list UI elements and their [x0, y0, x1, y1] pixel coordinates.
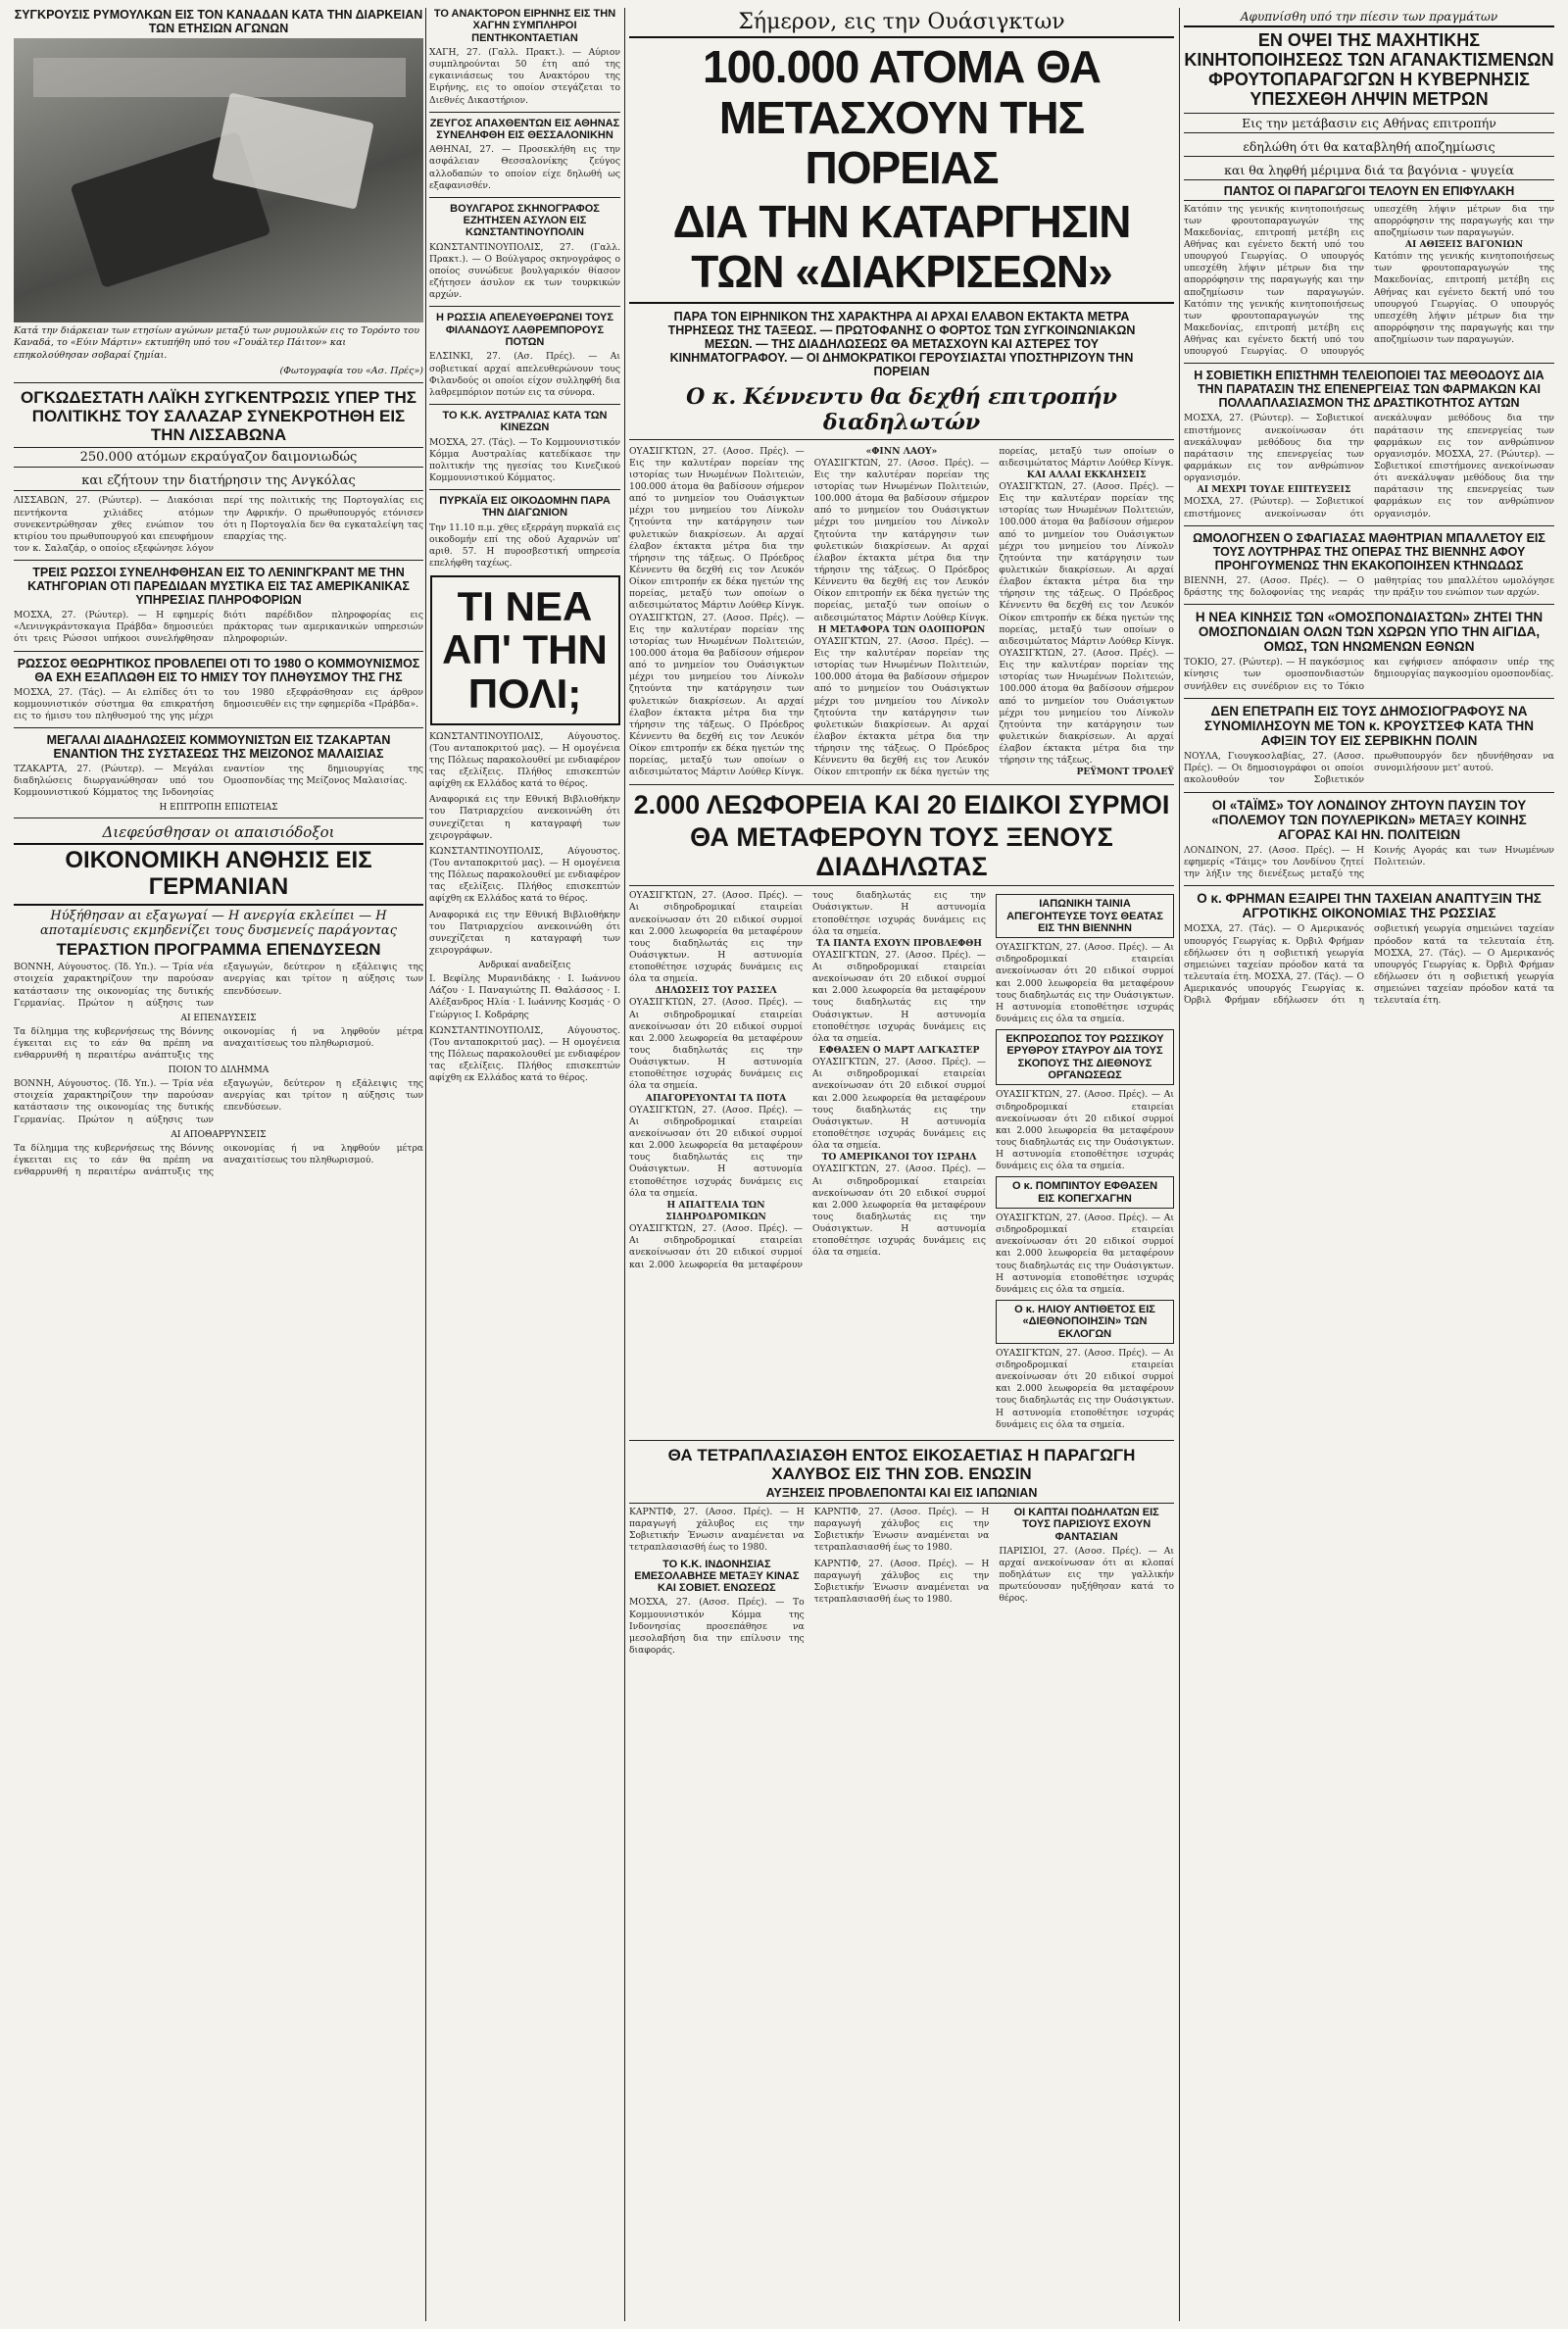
column-rule [425, 8, 426, 2321]
column-main [629, 8, 1174, 2321]
deck: και θα ληφθή μέριμνα διά τα βαγόνια - ψυγεία [1184, 161, 1554, 180]
article-body: ΛΙΣΣΑΒΩΝ, 27. (Ρώυτερ). — Διακόσιαι πεντήκοντα χιλιάδες ατόμων συνεκεντρώθησαν χθες ενώπιον του κτιρίου του πρωθυπουργού και επευφήμουν τον κ. Σαλαζάρ, ο οποίος εξεφώνησε λόγον περί της πολιτικής της Πορτογαλίας εις την Αφρικήν. Ο πρωθυπουργός ετόνισεν ότι η Πορτογαλία δεν θα εγκαταλείψη τας επαρχίας της. [14, 495, 423, 555]
headline: ΡΩΣΣΟΣ ΘΕΩΡΗΤΙΚΟΣ ΠΡΟΒΛΕΠΕΙ ΟΤΙ ΤΟ 1980 Ο ΚΟΜΜΟΥΝΙΣΜΟΣ ΘΑ ΕΧΗ ΕΞΑΠΛΩΘΗ ΕΙΣ ΤΟ ΗΜΙΣΥ ΤΟΥ ΠΛΗΘΥΣΜΟΥ ΤΗΣ ΓΗΣ [17, 656, 420, 684]
boxed-headline: ΙΑΠΩΝΙΚΗ ΤΑΙΝΙΑ ΑΠΕΓΟΗΤΕΥΣΕ ΤΟΥΣ ΘΕΑΤΑΣ ΕΙΣ ΤΗΝ ΒΙΕΝΝΗΝ [996, 894, 1174, 938]
article-body: Αναφορικά εις την Εθνική Βιβλιοθήκην του Πατριαρχείου ανεκοινώθη ότι συνεχίζεται η καταγραφή των χειρογράφων. [429, 794, 620, 841]
article-body: ΠΑΡΙΣΙΟΙ, 27. (Ασοσ. Πρές). — Αι αρχαί ανεκοίνωσαν ότι αι κλοπαί ποδηλάτων εις την γαλλικήν πρωτεύουσαν ηυξήθησαν κατά το θέρος. [999, 1545, 1174, 1605]
headline: ΟΙ ΚΑΠΤΑΙ ΠΟΔΗΛΑΤΩΝ ΕΙΣ ΤΟΥΣ ΠΑΡΙΣΙΟΥΣ ΕΧΟΥΝ ΦΑΝΤΑΣΙΑΝ [1013, 1506, 1159, 1543]
deck: Εις την μετάβασιν εις Αθήνας επιτροπήν [1184, 113, 1554, 133]
article-body: Αναφορικά εις την Εθνική Βιβλιοθήκην του Πατριαρχείου ανεκοινώθη ότι συνεχίζεται η καταγραφή των χειρογράφων. [429, 909, 620, 957]
headline: 2.000 ΛΕΩΦΟΡΕΙΑ ΚΑΙ 20 ΕΙΔΙΚΟΙ ΣΥΡΜΟΙ [633, 789, 1170, 819]
headline: ΤΡΕΙΣ ΡΩΣΣΟΙ ΣΥΝΕΛΗΦΘΗΣΑΝ ΕΙΣ ΤΟ ΛΕΝΙΝΓΚΡΑΝΤ ΜΕ ΤΗΝ ΚΑΤΗΓΟΡΙΑΝ ΟΤΙ ΠΑΡΕΔΙΔΑΝ ΜΥΣΤΙΚΑ ΕΙΣ ΤΑΣ ΑΜΕΡΙΚΑΝΙΚΑΣ ΥΠΗΡΕΣΙΑΣ ΠΛΗΡΟΦΟΡΙΩΝ [27, 566, 410, 608]
headline: ΟΓΚΩΔΕΣΤΑΤΗ ΛΑΪΚΗ ΣΥΓΚΕΝΤΡΩΣΙΣ ΥΠΕΡ ΤΗΣ ΠΟΛΙΤΙΚΗΣ ΤΟΥ ΣΑΛΑΖΑΡ ΣΥΝΕΚΡΟΤΗΘΗ ΕΙΣ ΤΗΝ ΛΙΣΣΑΒΩΝΑ [21, 388, 416, 445]
headline: ΤΟ Κ.Κ. ΑΥΣΤΡΑΛΙΑΣ ΚΑΤΑ ΤΩΝ ΚΙΝΕΖΩΝ [442, 409, 608, 434]
deck: Ηύξήθησαν αι εξαγωγαί — Η ανεργία εκλείπει — Η αποταμίευσις εκμηδενίζει τους δυσμενείς παράγοντας [40, 909, 397, 939]
article-body: ΚΑΡΝΤΙΦ, 27. (Ασοσ. Πρές). — Η παραγωγή χάλυβος εις την Σοβιετικήν Ένωσιν αναμένεται να τετραπλασιασθή έως το 1980. [813, 1558, 990, 1605]
boxed-headline: Ο κ. ΗΛΙΟΥ ΑΝΤΙΘΕΤΟΣ ΕΙΣ «ΔΙΕΘΝΟΠΟΙΗΣΙΝ» ΤΩΝ ΕΚΛΟΓΩΝ [996, 1300, 1174, 1344]
column-left [14, 8, 423, 2321]
article-body: ΜΟΣΧΑ, 27. (Τάς). — Το Κομμουνιστικόν Κόμμα Αυστραλίας κατεδίκασε την πολιτικήν της ηγεσίας του Κινεζικού Κομμουνιστικού Κόμματος. [429, 436, 620, 484]
headline: ΠΥΡΚΑΪΑ ΕΙΣ ΟΙΚΟΔΟΜΗΝ ΠΑΡΑ ΤΗΝ ΔΙΑΓΩΝΙΟΝ [439, 495, 611, 520]
newspaper-page [14, 8, 1554, 2321]
section-label: ΠΟΙΟΝ ΤΟ ΔΙΛΗΜΜΑ [168, 1065, 270, 1076]
headline: ΕΝ ΟΨΕΙ ΤΗΣ ΜΑΧΗΤΙΚΗΣ ΚΙΝΗΤΟΠΟΙΗΣΕΩΣ ΤΩΝ ΑΓΑΝΑΚΤΙΣΜΕΝΩΝ ΦΡΟΥΤΟΠΑΡΑΓΩΓΩΝ Η ΚΥΒΕΡΝΗΣΙΣ ΥΠΕΣΧΕΘΗ ΛΗΨΙΝ ΜΕΤΡΩΝ [1184, 25, 1554, 110]
article-body: ΟΥΑΣΙΓΚΤΩΝ, 27. (Ασοσ. Πρές). — Αι σιδηροδρομικαί εταιρείαι ανεκοίνωσαν ότι 20 ειδικοί συρμοί και 2.000 λεωφορεία θα μεταφέρουν τους διαδηλωτάς εις την Ουάσιγκτων. Η αστυνομία ετοποθέτησε ισχυράς δυνάμεις εις όλα τα σημεία. [996, 1089, 1174, 1172]
feature-title: ΤΙ ΝΕΑ ΑΠ' ΤΗΝ ΠΟΛΙ; [442, 583, 608, 717]
news-photo [14, 38, 423, 322]
article-body: Κατόπιν της γενικής κινητοποιήσεως των φρουτοπαραγωγών της Μακεδονίας, επιτροπή μετέβη εις Αθήνας και εγένετο δεκτή υπό του υπουργού Γεωργίας. Ο υπουργός υπεσχέθη λήψιν μέτρων δια την απορρόφησιν της παραγωγής και την αποζημίωσιν των παραγωγών. Κατόπιν της γενικής κινητοποιήσεως των φρουτοπαραγωγών της Μακεδονίας, επιτροπή μετέβη εις Αθήνας και εγένετο δεκτή υπό του υπουργού Γεωργίας. Ο υπουργός υπεσχέθη λήψιν μέτρων δια την απορρόφησιν της παραγωγής και την αποζημίωσιν των παραγωγών. ΑΙ ΑΘΙΞΕΙΣ ΒΑΓΟΝΙΩΝ Κατόπιν της γενικής κινητοποιήσεως των φρουτοπαραγωγών της Μακεδονίας, επιτροπή μετέβη εις Αθήνας και εγένετο δεκτή υπό του υπουργού Γεωργίας. Ο υπουργός υπεσχέθη λήψιν μέτρων δια την απορρόφησιν της παραγωγής και την αποζημίωσιν των παραγωγών. [1184, 203, 1554, 358]
article-body: ΒΙΕΝΝΗ, 27. (Ασοσ. Πρές). — Ο δράστης της δολοφονίας της νεαράς μαθητρίας του μπαλλέτου ωμολόγησε την πράξιν του ενώπιον των αρχών. [1184, 574, 1554, 598]
main-headline: ΔΙΑ ΤΗΝ ΚΑΤΑΡΓΗΣΙΝ ΤΩΝ «ΔΙΑΚΡΙΣΕΩΝ» [629, 197, 1174, 304]
deck: 250.000 ατόμων εκραύγαζον δαιμονιωδώς [14, 447, 423, 468]
article-body: ΤΟΚΙΟ, 27. (Ρώυτερ). — Η παγκόσμιος κίνησις των ομοσπονδιαστών συνήλθεν εις συνέδριον εις το Τόκιο και εψήφισεν απόφασιν υπέρ της δημιουργίας παγκοσμίου ομοσπονδίας. [1184, 657, 1554, 692]
article-body: Τα δίλημμα της κυβερνήσεως της Βόννης έγκειται εις το εάν θα πρέπη να ενθαρρυνθή η περαιτέρω ανάπτυξις της οικονομίας ή να ληφθούν μέτρα αναχαιτίσεως του πληθωρισμού. [14, 1025, 423, 1062]
headline: ΟΙ «ΤΑΪΜΣ» ΤΟΥ ΛΟΝΔΙΝΟΥ ΖΗΤΟΥΝ ΠΑΥΣΙΝ ΤΟΥ «ΠΟΛΕΜΟΥ ΤΩΝ ΠΟΥΛΕΡΙΚΩΝ» ΜΕΤΑΞΥ ΚΟΙΝΗΣ ΑΓΟΡΑΣ ΚΑΙ ΗΝ. ΠΟΛΙΤΕΙΩΝ [1211, 797, 1527, 842]
article-body: ΟΥΑΣΙΓΚΤΩΝ, 27. (Ασοσ. Πρές). — Αι σιδηροδρομικαί εταιρείαι ανεκοίνωσαν ότι 20 ειδικοί συρμοί και 2.000 λεωφορεία θα μεταφέρουν τους διαδηλωτάς εις την Ουάσιγκτων. Η αστυνομία ετοποθέτησε ισχυράς δυνάμεις εις όλα τα σημεία. [996, 1213, 1174, 1295]
photo-caption: Κατά την διάρκειαν των ετησίων αγώνων μεταξύ των ρυμουλκών εις το Τορόντο του Καναδά, το «Εύιν Μάρτιν» εκτυπήθη υπό του «Γουάλτερ Πάιτον» και επηκολούθησαν σοβαραί ζημίαι. [14, 325, 420, 361]
article-body: ΑΘΗΝΑΙ, 27. — Προσεκλήθη εις την ασφάλειαν Θεσσαλονίκης ζεύγος αλλοδαπών το οποίον είχε δηλωθή ως εξαφανισθέν. [429, 144, 620, 191]
section-label: Ανδρικαί αναδείξεις [478, 961, 571, 971]
article-body: ΝΟΥΛΑ, Γιουγκοσλαβίας, 27. (Ασοσ. Πρές). — Οι δημοσιογράφοι οι οποίοι ακολουθούν τον Σοβιετικόν πρωθυπουργόν δεν ηδυνήθησαν να συνομιλήσουν μετ' αυτού. [1184, 751, 1554, 786]
headline: ΤΟ ΑΝΑΚΤΟΡΟΝ ΕΙΡΗΝΗΣ ΕΙΣ ΤΗΝ ΧΑΓΗΝ ΣΥΜΠΛΗΡΟΙ ΠΕΝΤΗΚΟΝΤΑΕΤΙΑΝ [433, 8, 616, 44]
article-body: Την 11.10 π.μ. χθες εξερράγη πυρκαϊά εις οικοδομήν επί της οδού Αχαρνών υπ' αριθ. 57. Η πυροσβεστική υπηρεσία επελήφθη ταχέως. [429, 521, 620, 570]
photo-credit: (Φωτογραφία του «Ασ. Πρές») [279, 366, 423, 377]
article-body: ΛΟΝΔΙΝΟΝ, 27. (Ασοσ. Πρές). — Η εφημερίς «Τάιμς» του Λονδίνου ζητεί την λήξιν της διενέξεως μεταξύ της Κοινής Αγοράς και των Ηνωμένων Πολιτειών. [1184, 844, 1554, 880]
article-body: ΜΟΣΧΑ, 27. (Ασοσ. Πρές). — Το Κομμουνιστικόν Κόμμα της Ινδονησίας προσεπάθησε να μεσολαβήση δια την επίλυσιν της διαφοράς. [629, 1597, 805, 1657]
article-body: ΒΟΝΝΗ, Αύγουστος. (Ίδ. Υπ.). — Τρία νέα στοιχεία χαρακτηρίζουν την παρούσαν κατάστασιν της οικονομίας της δυτικής Γερμανίας. Πρώτον η αύξησις των εξαγωγών, δεύτερον η εξάλειψις της ανεργίας και τρίτον η αύξησις των επενδύσεων. [14, 1078, 423, 1125]
boxed-headline: Ο κ. ΠΟΜΠΙΝΤΟΥ ΕΦΘΑΣΕΝ ΕΙΣ ΚΟΠΕΓΧΑΓΗΝ [996, 1176, 1174, 1209]
headline: ΘΑ ΜΕΤΑΦΕΡΟΥΝ ΤΟΥΣ ΞΕΝΟΥΣ ΔΙΑΔΗΛΩΤΑΣ [629, 822, 1174, 886]
headline: ΣΥΓΚΡΟΥΣΙΣ ΡΥΜΟΥΛΚΩΝ ΕΙΣ ΤΟΝ ΚΑΝΑΔΑΝ ΚΑΤΑ ΤΗΝ ΔΙΑΡΚΕΙΑΝ ΤΩΝ ΕΤΗΣΙΩΝ ΑΓΩΝΩΝ [14, 8, 423, 35]
article-body: ΚΩΝΣΤΑΝΤΙΝΟΥΠΟΛΙΣ, Αύγουστος. (Του ανταποκριτού μας). — Η ομογένεια της Πόλεως παρακολουθεί με ενδιαφέρον τας εξελίξεις. Πλήθος επισκεπτών αφίχθη εκ Ελλάδος κατά το θέρος. [429, 730, 620, 790]
article-body: ΚΑΡΝΤΙΦ, 27. (Ασοσ. Πρές). — Η παραγωγή χάλυβος εις την Σοβιετικήν Ένωσιν αναμένεται να τετραπλασιασθή έως το 1980. [813, 1506, 990, 1554]
headline: ΠΑΝΤΟΣ ΟΙ ΠΑΡΑΓΩΓΟΙ ΤΕΛΟΥΝ ΕΝ ΕΠΙΦΥΛΑΚΗ [1184, 184, 1554, 201]
article-body: ΤΖΑΚΑΡΤΑ, 27. (Ρώυτερ). — Μεγάλαι διαδηλώσεις διωργανώθησαν υπό του Κομμουνιστικού Κόμματος της Ινδονησίας εναντίον της δημιουργίας της Ομοσπονδίας της Μείζονος Μαλαισίας. [14, 764, 423, 799]
article-body: ΟΥΑΣΙΓΚΤΩΝ, 27. (Ασοσ. Πρές). — Εις την καλυτέραν πορείαν της ιστορίας των Ηνωμένων Πολιτειών, 100.000 άτομα θα βαδίσουν σήμερον από το μνημείον του Ουάσιγκτων μέχρι του μνημείου του Λίνκολν ζητούντα την κατάργησιν των φυλετικών διακρίσεων. Αι αρχαί έλαβον έκτακτα μέτρα δια την τήρησιν της τάξεως. Ο Πρόεδρος Κέννεντυ θα δεχθή εις τον Λευκόν Οίκον επιτροπήν εκ δέκα ηγετών της πορείας, μεταξύ των οποίων ο αιδεσιμώτατος Μάρτιν Λούθερ Κίνγκ. ΟΥΑΣΙΓΚΤΩΝ, 27. (Ασοσ. Πρές). — Εις την καλυτέραν πορείαν της ιστορίας των Ηνωμένων Πολιτειών, 100.000 άτομα θα βαδίσουν σήμερον από το μνημείον του Ουάσιγκτων μέχρι του μνημείου του Λίνκολν ζητούντα την κατάργησιν των φυλετικών διακρίσεων. Αι αρχαί έλαβον έκτακτα μέτρα δια την τήρησιν της τάξεως. Ο Πρόεδρος Κέννεντυ θα δεχθή εις τον Λευκόν Οίκον επιτροπήν εκ δέκα ηγετών της πορείας, μεταξύ των οποίων ο αιδεσιμώτατος Μάρτιν Λούθερ Κίνγκ. «ΦΙΝΝ ΛΑΟΥ» ΟΥΑΣΙΓΚΤΩΝ, 27. (Ασοσ. Πρές). — Εις την καλυτέραν πορείαν της ιστορίας των Ηνωμένων Πολιτειών, 100.000 άτομα θα βαδίσουν σήμερον από το μνημείον του Ουάσιγκτων μέχρι του μνημείου του Λίνκολν ζητούντα την κατάργησιν των φυλετικών διακρίσεων. Αι αρχαί έλαβον έκτακτα μέτρα δια την τήρησιν της τάξεως. Ο Πρόεδρος Κέννεντυ θα δεχθή εις τον Λευκόν Οίκον επιτροπήν εκ δέκα ηγετών της πορείας, μεταξύ των οποίων ο αιδεσιμώτατος Μάρτιν Λούθερ Κίνγκ. Η ΜΕΤΑΦΟΡΑ ΤΩΝ ΟΔΟΙΠΟΡΩΝ ΟΥΑΣΙΓΚΤΩΝ, 27. (Ασοσ. Πρές). — Εις την καλυτέραν πορείαν της ιστορίας των Ηνωμένων Πολιτειών, 100.000 άτομα θα βαδίσουν σήμερον από το μνημείον του Ουάσιγκτων μέχρι του μνημείου του Λίνκολν ζητούντα την κατάργησιν των φυλετικών διακρίσεων. Αι αρχαί έλαβον έκτακτα μέτρα δια την τήρησιν της τάξεως. Ο Πρόεδρος Κέννεντυ θα δεχθή εις τον Λευκόν Οίκον επιτροπήν εκ δέκα ηγετών της πορείας, μεταξύ των οποίων ο αιδεσιμώτατος Μάρτιν Λούθερ Κίνγκ. ΚΑΙ ΑΛΛΑΙ ΕΚΚΛΗΣΕΙΣ ΟΥΑΣΙΓΚΤΩΝ, 27. (Ασοσ. Πρές). — Εις την καλυτέραν πορείαν της ιστορίας των Ηνωμένων Πολιτειών, 100.000 άτομα θα βαδίσουν σήμερον από το μνημείον του Ουάσιγκτων μέχρι του μνημείου του Λίνκολν ζητούντα την κατάργησιν των φυλετικών διακρίσεων. Αι αρχαί έλαβον έκτακτα μέτρα δια την τήρησιν της τάξεως. Ο Πρόεδρος Κέννεντυ θα δεχθή εις τον Λευκόν Οίκον επιτροπήν εκ δέκα ηγετών της πορείας, μεταξύ των οποίων ο αιδεσιμώτατος Μάρτιν Λούθερ Κίνγκ. ΟΥΑΣΙΓΚΤΩΝ, 27. (Ασοσ. Πρές). — Εις την καλυτέραν πορείαν της ιστορίας των Ηνωμένων Πολιτειών, 100.000 άτομα θα βαδίσουν σήμερον από το μνημείον του Ουάσιγκτων μέχρι του μνημείου του Λίνκολν ζητούντα την κατάργησιν των φυλετικών διακρίσεων. Αι αρχαί έλαβον έκτακτα μέτρα δια την τήρησιν της τάξεως. ΡΕΫΜΟΝΤ ΤΡΟΛΕΫ [629, 445, 1174, 778]
article-body: ΟΥΑΣΙΓΚΤΩΝ, 27. (Ασοσ. Πρές). — Αι σιδηροδρομικαί εταιρείαι ανεκοίνωσαν ότι 20 ειδικοί συρμοί και 2.000 λεωφορεία θα μεταφέρουν τους διαδηλωτάς εις την Ουάσιγκτων. Η αστυνομία ετοποθέτησε ισχυράς δυνάμεις εις όλα τα σημεία. ΔΗΛΩΣΕΙΣ ΤΟΥ ΡΑΣΣΕΛ ΟΥΑΣΙΓΚΤΩΝ, 27. (Ασοσ. Πρές). — Αι σιδηροδρομικαί εταιρείαι ανεκοίνωσαν ότι 20 ειδικοί συρμοί και 2.000 λεωφορεία θα μεταφέρουν τους διαδηλωτάς εις την Ουάσιγκτων. Η αστυνομία ετοποθέτησε ισχυράς δυνάμεις εις όλα τα σημεία. ΑΠΑΓΟΡΕΥΟΝΤΑΙ ΤΑ ΠΟΤΑ ΟΥΑΣΙΓΚΤΩΝ, 27. (Ασοσ. Πρές). — Αι σιδηροδρομικαί εταιρείαι ανεκοίνωσαν ότι 20 ειδικοί συρμοί και 2.000 λεωφορεία θα μεταφέρουν τους διαδηλωτάς εις την Ουάσιγκτων. Η αστυνομία ετοποθέτησε ισχυράς δυνάμεις εις όλα τα σημεία. Η ΑΠΑΓΓΕΛΙΑ ΤΩΝ ΣΙΔΗΡΟΔΡΟΜΙΚΩΝ ΟΥΑΣΙΓΚΤΩΝ, 27. (Ασοσ. Πρές). — Αι σιδηροδρομικαί εταιρείαι ανεκοίνωσαν ότι 20 ειδικοί συρμοί και 2.000 λεωφορεία θα μεταφέρουν τους διαδηλωτάς εις την Ουάσιγκτων. Η αστυνομία ετοποθέτησε ισχυράς δυνάμεις εις όλα τα σημεία. ΤΑ ΠΑΝΤΑ ΕΧΟΥΝ ΠΡΟΒΛΕΦΘΗ ΟΥΑΣΙΓΚΤΩΝ, 27. (Ασοσ. Πρές). — Αι σιδηροδρομικαί εταιρείαι ανεκοίνωσαν ότι 20 ειδικοί συρμοί και 2.000 λεωφορεία θα μεταφέρουν τους διαδηλωτάς εις την Ουάσιγκτων. Η αστυνομία ετοποθέτησε ισχυράς δυνάμεις εις όλα τα σημεία. ΕΦΘΑΣΕΝ Ο ΜΑΡΤ ΛΑΓΚΑΣΤΕΡ ΟΥΑΣΙΓΚΤΩΝ, 27. (Ασοσ. Πρές). — Αι σιδηροδρομικαί εταιρείαι ανεκοίνωσαν ότι 20 ειδικοί συρμοί και 2.000 λεωφορεία θα μεταφέρουν τους διαδηλωτάς εις την Ουάσιγκτων. Η αστυνομία ετοποθέτησε ισχυράς δυνάμεις εις όλα τα σημεία. ΤΟ ΑΜΕΡΙΚΑΝΟΙ ΤΟΥ ΙΣΡΑΗΛ ΟΥΑΣΙΓΚΤΩΝ, 27. (Ασοσ. Πρές). — Αι σιδηροδρομικαί εταιρείαι ανεκοίνωσαν ότι 20 ειδικοί συρμοί και 2.000 λεωφορεία θα μεταφέρουν τους διαδηλωτάς εις την Ουάσιγκτων. Η αστυνομία ετοποθέτησε ισχυράς δυνάμεις εις όλα τα σημεία. [629, 890, 986, 1270]
feature-box [430, 575, 620, 724]
headline: ΘΑ ΤΕΤΡΑΠΛΑΣΙΑΣΘΗ ΕΝΤΟΣ ΕΙΚΟΣΑΕΤΙΑΣ Η ΠΑΡΑΓΩΓΗ ΧΑΛΥΒΟΣ ΕΙΣ ΤΗΝ ΣΟΒ. ΕΝΩΣΙΝ [667, 1445, 1136, 1483]
article-body: ΜΟΣΧΑ, 27. (Ρώυτερ). — Σοβιετικοί επιστήμονες ανεκοίνωσαν ότι ανεκάλυψαν μεθόδους δια την παράτασιν της επενεργείας των φαρμάκων εις τον ανθρώπινον οργανισμόν. ΑΙ ΜΕΧΡΙ ΤΟΥΔΕ ΕΠΙΤΕΥΞΕΙΣ ΜΟΣΧΑ, 27. (Ρώυτερ). — Σοβιετικοί επιστήμονες ανεκοίνωσαν ότι ανεκάλυψαν μεθόδους δια την παράτασιν της επενεργείας των φαρμάκων εις τον ανθρώπινον οργανισμόν. ΜΟΣΧΑ, 27. (Ρώυτερ). — Σοβιετικοί επιστήμονες ανεκοίνωσαν ότι ανεκάλυψαν μεθόδους δια την παράτασιν της επενεργείας των φαρμάκων εις τον ανθρώπινον οργανισμόν. [1184, 413, 1554, 520]
deck: εδηλώθη ότι θα καταβληθή αποζημίωσις [1184, 137, 1554, 157]
article-body: ΧΑΓΗ, 27. (Γαλλ. Πρακτ.). — Αύριον συμπληρούνται 50 έτη από της εγκαινιάσεως του Ανακτόρου της Ειρήνης, εις το οποίον στεγάζεται το Διεθνές Δικαστήριον. [429, 46, 620, 106]
kicker: Σήμερον, εις την Ουάσιγκτων [738, 10, 1065, 34]
headline: ΖΕΥΓΟΣ ΑΠΑΧΘΕΝΤΩΝ ΕΙΣ ΑΘΗΝΑΣ ΣΥΝΕΛΗΦΘΗ ΕΙΣ ΘΕΣΣΑΛΟΝΙΚΗΝ [429, 117, 620, 141]
headline: Η ΣΟΒΙΕΤΙΚΗ ΕΠΙΣΤΗΜΗ ΤΕΛΕΙΟΠΟΙΕΙ ΤΑΣ ΜΕΘΟΔΟΥΣ ΔΙΑ ΤΗΝ ΠΑΡΑΤΑΣΙΝ ΤΗΣ ΕΠΕΝΕΡΓΕΙΑΣ ΤΩΝ ΦΑΡΜΑΚΩΝ ΚΑΙ ΠΟΛΛΑΠΛΑΣΙΑΣΜΟΝ ΤΗΣ ΔΡΑΣΤΙΚΟΤΗΤΟΣ ΑΥΤΩΝ [1194, 369, 1544, 411]
article-body: ΚΩΝΣΤΑΝΤΙΝΟΥΠΟΛΙΣ, Αύγουστος. (Του ανταποκριτού μας). — Η ομογένεια της Πόλεως παρακολουθεί με ενδιαφέρον τας εξελίξεις. Πλήθος επισκεπτών αφίχθη εκ Ελλάδος κατά το θέρος. [429, 845, 620, 905]
headline: ΜΕΓΑΛΑΙ ΔΙΑΔΗΛΩΣΕΙΣ ΚΟΜΜΟΥΝΙΣΤΩΝ ΕΙΣ ΤΖΑΚΑΡΤΑΝ ΕΝΑΝΤΙΟΝ ΤΗΣ ΣΥΣΤΑΣΕΩΣ ΤΗΣ ΜΕΙΖΟΝΟΣ ΜΑΛΑΙΣΙΑΣ [46, 733, 391, 762]
article-body: Τα δίλημμα της κυβερνήσεως της Βόννης έγκειται εις το εάν θα πρέπη να ενθαρρυνθή η περαιτέρω ανάπτυξις της οικονομίας ή να ληφθούν μέτρα αναχαιτίσεως του πληθωρισμού. [14, 1142, 423, 1178]
kicker: Αφυπνίσθη υπό την πίεσιν των πραγμάτων [1240, 10, 1498, 24]
headline: ΤΕΡΑΣΤΙΟΝ ΠΡΟΓΡΑΜΜΑ ΕΠΕΝΔΥΣΕΩΝ [56, 940, 381, 960]
article-body: ΟΥΑΣΙΓΚΤΩΝ, 27. (Ασοσ. Πρές). — Αι σιδηροδρομικαί εταιρείαι ανεκοίνωσαν ότι 20 ειδικοί συρμοί και 2.000 λεωφορεία θα μεταφέρουν τους διαδηλωτάς εις την Ουάσιγκτων. Η αστυνομία ετοποθέτησε ισχυράς δυνάμεις εις όλα τα σημεία. [996, 1347, 1174, 1430]
article-body: ΚΑΡΝΤΙΦ, 27. (Ασοσ. Πρές). — Η παραγωγή χάλυβος εις την Σοβιετικήν Ένωσιν αναμένεται να τετραπλασιασθή έως το 1980. [629, 1506, 805, 1554]
article-body: ΜΟΣΧΑ, 27. (Τάς). — Ο Αμερικανός υπουργός Γεωργίας κ. Όρβιλ Φρήμαν εδήλωσεν ότι η σοβιετική γεωργία σημειώνει ταχείαν πρόοδον κατά τα τελευταία έτη. ΜΟΣΧΑ, 27. (Τάς). — Ο Αμερικανός υπουργός Γεωργίας κ. Όρβιλ Φρήμαν εδήλωσεν ότι η σοβιετική γεωργία σημειώνει ταχείαν πρόοδον κατά τα τελευταία έτη. ΜΟΣΧΑ, 27. (Τάς). — Ο Αμερικανός υπουργός Γεωργίας κ. Όρβιλ Φρήμαν εδήλωσεν ότι η σοβιετική γεωργία σημειώνει ταχείαν πρόοδον κατά τα τελευταία έτη. [1184, 923, 1554, 1007]
headline: ΒΟΥΛΓΑΡΟΣ ΣΚΗΝΟΓΡΑΦΟΣ ΕΖΗΤΗΣΕΝ ΑΣΥΛΟΝ ΕΙΣ ΚΩΝΣΤΑΝΤΙΝΟΥΠΟΛΙΝ [450, 202, 600, 239]
headline: ΟΙΚΟΝΟΜΙΚΗ ΑΝΘΗΣΙΣ ΕΙΣ ΓΕΡΜΑΝΙΑΝ [14, 843, 423, 906]
subhead: Ο κ. Κέννεντυ θα δεχθή επιτροπήν διαδηλωτών [629, 384, 1174, 440]
headline: ΔΕΝ ΕΠΕΤΡΑΠΗ ΕΙΣ ΤΟΥΣ ΔΗΜΟΣΙΟΓΡΑΦΟΥΣ ΝΑ ΣΥΝΟΜΙΛΗΣΟΥΝ ΜΕ ΤΟΝ κ. ΚΡΟΥΣΤΣΕΦ ΚΑΤΑ ΤΗΝ ΑΦΙΞΙΝ ΤΟΥ ΕΙΣ ΣΕΡΒΙΚΗΝ ΠΟΛΙΝ [1204, 703, 1534, 748]
column-rule [624, 8, 625, 2321]
headline: Η ΝΕΑ ΚΙΝΗΣΙΣ ΤΩΝ «ΟΜΟΣΠΟΝΔΙΑΣΤΩΝ» ΖΗΤΕΙ ΤΗΝ ΟΜΟΣΠΟΝΔΙΑΝ ΟΛΩΝ ΤΩΝ ΧΩΡΩΝ ΥΠΟ ΤΗΝ ΑΙΓΙΔΑ, ΟΜΩΣ, ΤΩΝ ΗΝΩΜΕΝΩΝ ΕΘΝΩΝ [1195, 610, 1544, 655]
article-body: ΜΟΣΧΑ, 27. (Τάς). — Αι ελπίδες ότι το κομμουνιστικόν σύστημα θα επικρατήση εις το ήμισυ του πληθυσμού της γης μέχρι του 1980 εξεφράσθησαν εις άρθρον δημοσιευθέν εις την εφημερίδα «Πράβδα». [14, 686, 423, 721]
headline: ΩΜΟΛΟΓΗΣΕΝ Ο ΣΦΑΓΙΑΣΑΣ ΜΑΘΗΤΡΙΑΝ ΜΠΑΛΛΕΤΟΥ ΕΙΣ ΤΟΥΣ ΛΟΥΤΡΗΡΑΣ ΤΗΣ ΟΠΕΡΑΣ ΤΗΣ ΒΙΕΝΝΗΣ ΑΦΟΥ ΠΡΟΗΓΟΥΜΕΝΩΣ ΤΗΝ ΕΚΑΚΟΠΟΙΗΣΕΝ ΚΤΗΝΩΔΩΣ [1193, 530, 1545, 572]
deck: και εζήτουν την διατήρησιν της Ανγκόλας [14, 471, 423, 491]
kicker: Διεφεύσθησαν οι απαισιόδοξοι [102, 823, 335, 842]
section-label: ΑΙ ΕΠΕΝΔΥΣΕΙΣ [180, 1013, 257, 1023]
article-body: ΚΩΝΣΤΑΝΤΙΝΟΥΠΟΛΙΣ, Αύγουστος. (Του ανταποκριτού μας). — Η ομογένεια της Πόλεως παρακολουθεί με ενδιαφέρον τας εξελίξεις. Πλήθος επισκεπτών αφίχθη εκ Ελλάδος κατά το θέρος. [429, 1024, 620, 1084]
headline: Ο κ. ΦΡΗΜΑΝ ΕΞΑΙΡΕΙ ΤΗΝ ΤΑΧΕΙΑΝ ΑΝΑΠΤΥΞΙΝ ΤΗΣ ΑΓΡΟΤΙΚΗΣ ΟΙΚΟΝΟΜΙΑΣ ΤΗΣ ΡΩΣΣΙΑΣ [1197, 891, 1542, 921]
headline: ΤΟ Κ.Κ. ΙΝΔΟΝΗΣΙΑΣ ΕΜΕΣΟΛΑΒΗΣΕ ΜΕΤΑΞΥ ΚΙΝΑΣ ΚΑΙ ΣΟΒΙΕΤ. ΕΝΩΣΕΩΣ [634, 1558, 800, 1595]
article-body: ΚΩΝΣΤΑΝΤΙΝΟΥΠΟΛΙΣ, 27. (Γαλλ. Πρακτ.). — Ο Βούλγαρος σκηνογράφος ο οποίος συνώδευε βουλγαρικόν θίασον εζήτησεν άσυλον εκ των τουρκικών αρχών. [429, 241, 620, 301]
section-label: Η ΕΠΙΤΡΟΠΗ ΕΠΙΩΤΕΙΑΣ [159, 803, 278, 814]
column-rule [1179, 8, 1180, 2321]
main-headline: 100.000 ΑΤΟΜΑ ΘΑ ΜΕΤΑΣΧΟΥΝ ΤΗΣ ΠΟΡΕΙΑΣ [629, 36, 1174, 194]
name-list: Ι. Βεφίλης Μυρανιδάκης · Ι. Ιωάννου Λάζου · Ι. Παναγιώτης Π. Θαλάσσος · Ι. Αλέξανδρος Ηλία · Ι. Ιωάννης Κοσμάς · Ο Γεώργιος Ι. Κοδράρης [429, 973, 620, 1020]
article-body: ΒΟΝΝΗ, Αύγουστος. (Ίδ. Υπ.). — Τρία νέα στοιχεία χαρακτηρίζουν την παρούσαν κατάστασιν της οικονομίας της δυτικής Γερμανίας. Πρώτον η αύξησις των εξαγωγών, δεύτερον η εξάλειψις της ανεργίας και τρίτον η αύξησις των επενδύσεων. [14, 962, 423, 1009]
boxed-headline: ΕΚΠΡΟΣΩΠΟΣ ΤΟΥ ΡΩΣΣΙΚΟΥ ΕΡΥΘΡΟΥ ΣΤΑΥΡΟΥ ΔΙΑ ΤΟΥΣ ΣΚΟΠΟΥΣ ΤΗΣ ΔΙΕΘΝΟΥΣ ΟΡΓΑΝΩΣΕΩΣ [996, 1029, 1174, 1085]
column-narrow [429, 8, 620, 2321]
headline: Η ΡΩΣΣΙΑ ΑΠΕΛΕΥΘΕΡΩΝΕΙ ΤΟΥΣ ΦΙΛΑΝΔΟΥΣ ΛΑΘΡΕΜΠΟΡΟΥΣ ΠΟΤΩΝ [436, 312, 613, 349]
deck: ΠΑΡΑ ΤΟΝ ΕΙΡΗΝΙΚΟΝ ΤΗΣ ΧΑΡΑΚΤΗΡΑ ΑΙ ΑΡΧΑΙ ΕΛΑΒΟΝ ΕΚΤΑΚΤΑ ΜΕΤΡΑ ΤΗΡΗΣΕΩΣ ΤΗΣ ΤΑΞΕΩΣ. — ΠΡΩΤΟΦΑΝΗΣ Ο ΦΟΡΤΟΣ ΤΩΝ ΣΥΓΚΟΙΝΩΝΙΑΚΩΝ ΜΕΣΩΝ. — ΤΗΣ ΔΙΑΔΗΛΩΣΕΩΣ ΘΑ ΜΕΤΑΣΧΟΥΝ ΚΑΙ ΑΣΤΕΡΕΣ ΤΟΥ ΚΙΝΗΜΑΤΟΓΡΑΦΟΥ. — ΟΙ ΔΗΜΟΚΡΑΤΙΚΟΙ ΓΕΡΟΥΣΙΑΣΤΑΙ ΥΠΟΣΤΗΡΙΖΟΥΝ ΤΗΝ ΠΟΡΕΙΑΝ [667, 309, 1136, 378]
section-label: ΑΙ ΑΠΟΘΑΡΡΥΝΣΕΙΣ [171, 1129, 267, 1140]
article-body: ΟΥΑΣΙΓΚΤΩΝ, 27. (Ασοσ. Πρές). — Αι σιδηροδρομικαί εταιρείαι ανεκοίνωσαν ότι 20 ειδικοί συρμοί και 2.000 λεωφορεία θα μεταφέρουν τους διαδηλωτάς εις την Ουάσιγκτων. Η αστυνομία ετοποθέτησε ισχυράς δυνάμεις εις όλα τα σημεία. [996, 942, 1174, 1024]
deck: ΑΥΞΗΣΕΙΣ ΠΡΟΒΛΕΠΟΝΤΑΙ ΚΑΙ ΕΙΣ ΙΑΠΩΝΙΑΝ [629, 1486, 1174, 1504]
article-body: ΜΟΣΧΑ, 27. (Ρώυτερ). — Η εφημερίς «Λενινγκράντσκαγια Πράβδα» δημοσιεύει ότι τρεις Ρώσσοι υπήκοοι συνελήφθησαν διότι παρέδιδον πληροφορίας εις πράκτορας των αμερικανικών υπηρεσιών πληροφοριών. [14, 610, 423, 645]
column-right [1184, 8, 1554, 2321]
article-body: ΕΛΣΙΝΚΙ, 27. (Ασ. Πρές). — Αι σοβιετικαί αρχαί απελευθερώνουν τους Φιλανδούς οι οποίοι είχον συλληφθή δια λαθρεμπόριον ποτών εις τα σύνορα. [429, 351, 620, 398]
